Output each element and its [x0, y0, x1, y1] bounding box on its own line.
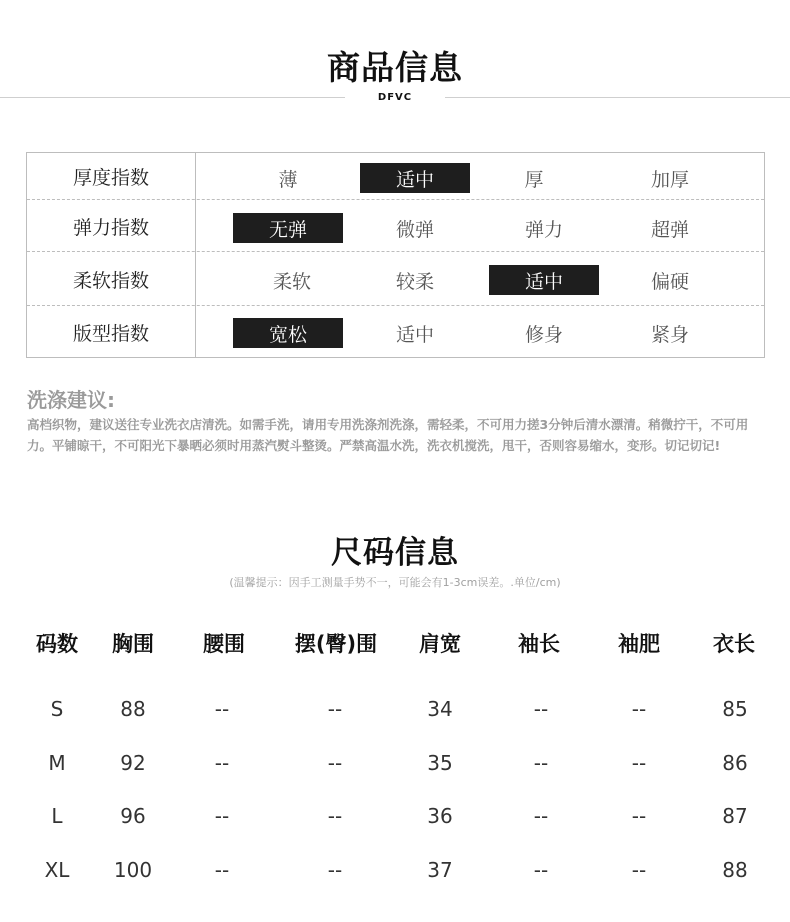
size-cell: 35: [427, 751, 453, 775]
size-cell: 85: [722, 697, 748, 721]
size-note: (温馨提示：因手工测量手势不一，可能会有1-3cm误差。.单位/cm): [229, 576, 561, 589]
size-cell: --: [631, 697, 647, 721]
size-header: 衣长: [713, 632, 755, 656]
size-header: 码数: [36, 632, 78, 656]
attribute-option: 柔软: [272, 270, 311, 293]
size-cell: S: [50, 697, 64, 721]
size-cell: 96: [120, 804, 146, 828]
attribute-label: 柔软指数: [72, 269, 149, 292]
size-cell: L: [51, 804, 63, 828]
attribute-label: 厚度指数: [72, 166, 149, 189]
attribute-label: 弹力指数: [72, 216, 149, 239]
size-cell: --: [214, 858, 230, 882]
size-cell: 36: [427, 804, 453, 828]
size-cell: 88: [722, 858, 748, 882]
attribute-option: 薄: [278, 168, 298, 191]
size-header: 摆(臀)围: [294, 632, 378, 656]
wash-instructions: 高档织物，建议送往专业洗衣店清洗。如需手洗，请用专用洗涤剂洗涤，需轻柔，不可用力搓3分钟后清水漂清。稍微拧干，不可用力。平铺晾干，不可阳光下暴晒必须时用蒸汽熨斗整烫。严禁高温水洗，洗衣机搅洗，甩干，否则容易缩水，变形。切记切记!: [27, 417, 749, 453]
attribute-option-selected: 无弹: [233, 213, 343, 243]
size-header: 肩宽: [419, 632, 461, 656]
size-header: 袖长: [518, 632, 560, 656]
size-cell: 100: [113, 858, 153, 882]
size-cell: --: [533, 858, 549, 882]
size-header: 胸围: [112, 632, 154, 656]
attribute-row-softness: [27, 251, 764, 306]
attribute-option-selected: 宽松: [233, 318, 343, 348]
attribute-option-selected: 适中: [360, 163, 470, 193]
size-cell: --: [533, 804, 549, 828]
size-cell: --: [533, 697, 549, 721]
size-cell: --: [327, 858, 343, 882]
size-header: 袖肥: [618, 632, 660, 656]
size-cell: --: [631, 751, 647, 775]
attribute-option: 弹力: [524, 218, 563, 241]
size-cell: --: [631, 858, 647, 882]
size-cell: --: [327, 804, 343, 828]
size-cell: --: [327, 751, 343, 775]
attribute-row-elasticity: [27, 199, 764, 252]
attribute-option: 加厚: [650, 168, 689, 191]
attribute-label: 版型指数: [72, 322, 149, 345]
wash-title: 洗涤建议:: [27, 388, 115, 412]
size-header: 腰围: [203, 632, 245, 656]
size-cell: --: [631, 804, 647, 828]
size-info-title: 尺码信息: [331, 535, 459, 571]
size-cell: XL: [44, 858, 70, 882]
size-cell: M: [48, 751, 66, 775]
attribute-option: 偏硬: [650, 270, 689, 293]
attribute-option-selected: 适中: [489, 265, 599, 295]
attribute-option: 厚: [524, 168, 544, 191]
attribute-option: 微弹: [395, 218, 434, 241]
size-cell: 34: [427, 697, 453, 721]
size-cell: 88: [120, 697, 146, 721]
size-cell: --: [214, 751, 230, 775]
attribute-option: 适中: [395, 323, 434, 346]
size-cell: --: [533, 751, 549, 775]
size-cell: --: [214, 697, 230, 721]
attribute-option: 超弹: [650, 218, 689, 241]
attribute-option: 修身: [524, 323, 563, 346]
size-cell: --: [214, 804, 230, 828]
size-cell: 92: [120, 751, 146, 775]
attribute-row-fit: [27, 305, 764, 358]
attribute-table: [26, 152, 765, 358]
attribute-option: 紧身: [650, 323, 689, 346]
brand-subtitle: DFVC: [345, 91, 445, 104]
size-cell: 37: [427, 858, 453, 882]
product-info-title: 商品信息: [327, 48, 463, 87]
size-cell: --: [327, 697, 343, 721]
size-cell: 86: [722, 751, 748, 775]
attribute-row-thickness: [27, 153, 764, 199]
size-cell: 87: [722, 804, 748, 828]
attribute-option: 较柔: [395, 270, 434, 293]
